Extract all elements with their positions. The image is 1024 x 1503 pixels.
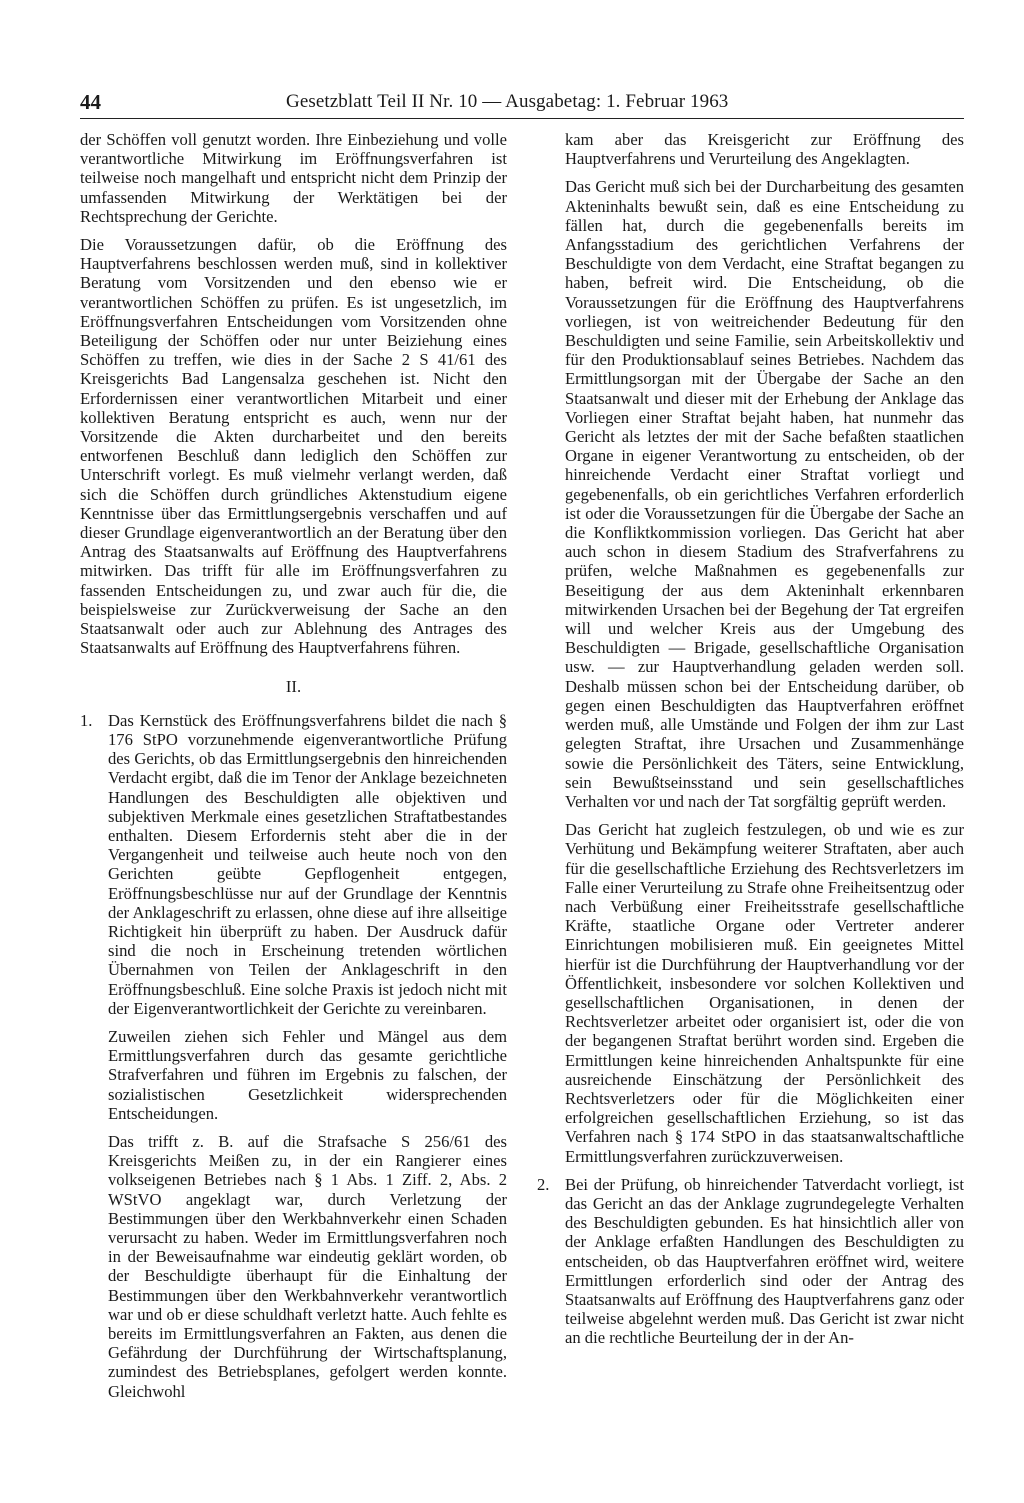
paragraph: Das Gericht hat zugleich festzulegen, ob und wie es zur Verhütung und Bekämpfung weiterer Straftaten, aber auch für die gesellschaftliche Erziehung des Rechtsverletzers im Falle einer Verurteilung zu Strafe ohne Freiheitsentzug oder nach Verbüßung einer Freiheitsstrafe gesellschaftliche Kräfte, staatliche Organe oder Vertreter anderer Einrichtungen mobilisieren muß. Ein geeignetes Mittel hierfür ist die Durchführung der Hauptverhandlung vor der Öffentlichkeit, insbesondere vor solchen Kollektiven und gesellschaftlichen Organisationen, in denen der Rechtsverletzer arbeitet oder organisiert ist, oder die von der begangenen Straftat berührt worden sind. Ergeben die Ermittlungen keine hinreichenden Anhaltspunkte für eine ausreichende Einschätzung der Persönlichkeit des Rechtsverletzers oder für die Möglichkeiten einer erfolgreichen gesellschaftlichen Erziehung, so ist das Verfahren nach § 174 StPO in das staatsanwaltschaftliche Ermittlungsverfahren zurückzuverweisen. (565, 820, 964, 1166)
text-columns (80, 130, 964, 1401)
paragraph: der Schöffen voll genutzt worden. Ihre Einbeziehung und volle verantwortliche Mitwirkung im Eröffnungsverfahren ist teilweise noch mangelhaft und entspricht nicht dem Prinzip der umfassenden Mitwirkung der Werktätigen bei der Rechtsprechung der Gerichte. (80, 130, 507, 226)
paragraph: Zuweilen ziehen sich Fehler und Mängel aus dem Ermittlungsverfahren durch das gesamte gerichtliche Strafverfahren und führen im Ergebnis zu falschen, der sozialistischen Gesetzlichkeit widersprechenden Entscheidungen. (108, 1026, 507, 1123)
running-title: Gesetzblatt Teil II Nr. 10 — Ausgabetag: 1. Februar 1963 (286, 91, 729, 112)
paragraph: kam aber das Kreisgericht zur Eröffnung des Hauptverfahrens und Verurteilung des Angeklagten. (565, 130, 964, 169)
paragraph: Das Kernstück des Eröffnungsverfahrens bildet die nach § 176 StPO vorzunehmende eigenverantwortliche Prüfung des Gerichts, ob das Ermittlungsergebnis den hinreichenden Verdacht ergibt, daß die im Tenor der Anklage bezeichneten Handlungen des Beschuldigten alle objektiven und subjektiven Merkmale eines gesetzlichen Straftatbestandes enthalten. Diesem Erfordernis steht aber die in der Vergangenheit und teilweise auch heute noch von den Gerichten geübte Gepflogenheit entgegen, Eröffnungsbeschlüsse nur auf der Grundlage der Kenntnis der Anklageschrift zu erlassen, ohne diese auf ihre allseitige Richtigkeit hin überprüft zu haben. Der Ausdruck dafür sind die noch in Erscheinung tretenden wörtlichen Übernahmen von Teilen der Anklageschrift in den Eröffnungsbeschluß. Eine solche Praxis ist jedoch nicht mit der Eigenverantwortlichkeit der Gerichte zu vereinbaren. (108, 710, 507, 1018)
document-page (80, 88, 964, 1478)
paragraph: Bei der Prüfung, ob hinreichender Tatverdacht vorliegt, ist das Gericht an das der Anklage zugrundegelegte Verhalten des Beschuldigten gebunden. Es hat hinsichtlich aller von der Anklage erfaßten Handlungen des Beschuldigten zu entscheiden, ob das Hauptverfahren eröffnet wird, weitere Ermittlungen erforderlich sind oder der Antrag des Staatsanwalts auf Eröffnung des Hauptverfahrens ganz oder teilweise abgelehnt werden muß. Das Gericht ist zwar nicht an die rechtliche Beurteilung der in der An- (565, 1174, 964, 1348)
paragraph: Das trifft z. B. auf die Strafsache S 256/61 des Kreisgerichts Meißen zu, in der ein Rangierer eines volkseigenen Betriebes nach § 1 Abs. 1 Ziff. 2, Abs. 2 WStVO angeklagt war, durch Verletzung der Bestimmungen über den Werkbahnverkehr einen Schaden verursacht zu haben. Weder im Ermittlungsverfahren noch in der Beweisaufnahme war eindeutig geklärt worden, ob der Beschuldigte überhaupt für die Einhaltung der Bestimmungen über den Werkbahnverkehr verantwortlich war und ob er diese schuldhaft verletzt hatte. Auch fehlte es bereits im Ermittlungsverfahren an Fakten, aus denen die Gefährdung der Durchführung der Wirtschaftsplanung, zumindest des Betriebsplanes, gefolgert werden konnte. Gleichwohl (108, 1131, 507, 1401)
numbered-item-1 (80, 711, 507, 1018)
item-number: 1. (80, 710, 93, 730)
left-column (80, 130, 507, 1401)
right-column (537, 130, 964, 1401)
page-number: 44 (80, 90, 101, 114)
paragraph: Die Voraussetzungen dafür, ob die Eröffnung des Hauptverfahrens beschlossen werden muß, sind in kollektiver Beratung vom Vorsitzenden und den ebenso wie er verantwortlichen Schöffen zu prüfen. Es ist ungesetzlich, im Eröffnungsverfahren Entscheidungen vom Vorsitzenden ohne Beteiligung der Schöffen oder nur unter Beiziehung eines Schöffen zu treffen, wie dies in der Sache 2 S 41/61 des Kreisgerichts Bad Langensalza geschehen ist. Nicht den Erfordernissen einer verantwortlichen Mitarbeit und einer kollektiven Beratung entspricht es auch, wenn nur der Vorsitzende die Akten durcharbeitet und den bereits entworfenen Beschluß dann lediglich den Schöffen zur Unterschrift vorlegt. Es muß vielmehr verlangt werden, daß sich die Schöffen durch gründliches Aktenstudium eigene Kenntnisse über das Ermittlungsergebnis verschaffen und auf dieser Grundlage eigenverantwortlich an der Beratung über den Antrag des Staatsanwalts auf Eröffnung des Hauptverfahrens mitwirken. Das trifft für alle im Eröffnungsverfahren zu fassenden Entscheidungen zu, und zwar auch für die, die beispielsweise zur Zurückverweisung der Sache an den Staatsanwalt oder auch zur Ablehnung des Antrages des Staatsanwalts auf Eröffnung des Hauptverfahrens führen. (80, 235, 507, 658)
section-heading: II. (285, 677, 302, 697)
page-header (80, 88, 964, 119)
numbered-item-2 (537, 1175, 964, 1348)
paragraph: Das Gericht muß sich bei der Durcharbeitung des gesamten Akteninhalts bewußt sein, daß es eine Entscheidung zu fällen hat, durch die gegebenenfalls bereits im Anfangsstadium des gerichtlichen Verfahrens der Beschuldigte von dem Verdacht, eine Straftat begangen zu haben, befreit wird. Die Entscheidung, ob die Voraussetzungen für die Eröffnung des Hauptverfahrens vorliegen, ist von weitreichender Bedeutung für den Beschuldigten und seine Familie, sein Arbeitskollektiv und für den Produktionsablauf seines Betriebes. Nachdem das Ermittlungsorgan mit der Übergabe der Sache an den Staatsanwalt und dieser mit der Erhebung der Anklage das Vorliegen einer Straftat bejaht haben, hat nunmehr das Gericht als letztes der mit der Sache befaßten staatlichen Organe in eigener Verantwortung zu entscheiden, ob der hinreichende Verdacht einer Straftat vorliegt und gegebenenfalls, ob ein gerichtliches Verfahren erforderlich ist oder die Voraussetzungen für die Übergabe der Sache an die Konfliktkommission vorliegen. Das Gericht hat aber auch schon in diesem Stadium des Strafverfahrens zu prüfen, welche Maßnahmen es gegebenenfalls zur Beseitigung der aus dem Akteninhalt erkennbaren mitwirkenden Ursachen bei der Begehung der Tat ergreifen will und welcher Kreis aus der Umgebung des Beschuldigten — Brigade, gesellschaftliche Organisation usw. — zur Hauptverhandlung geladen werden soll. Deshalb müssen schon bei der Entscheidung darüber, ob gegen einen Beschuldigten das Hauptverfahren eröffnet werden muß, alle Umstände und Folgen der ihm zur Last gelegten Straftat, ihre Ursachen und Zusammenhänge sowie die Persönlichkeit des Täters, seine Entwicklung, sein Bewußtseinsstand und sein gesellschaftliches Verhalten vor und nach der Tat sorgfältig geprüft werden. (565, 177, 964, 811)
item-number: 2. (537, 1174, 550, 1194)
